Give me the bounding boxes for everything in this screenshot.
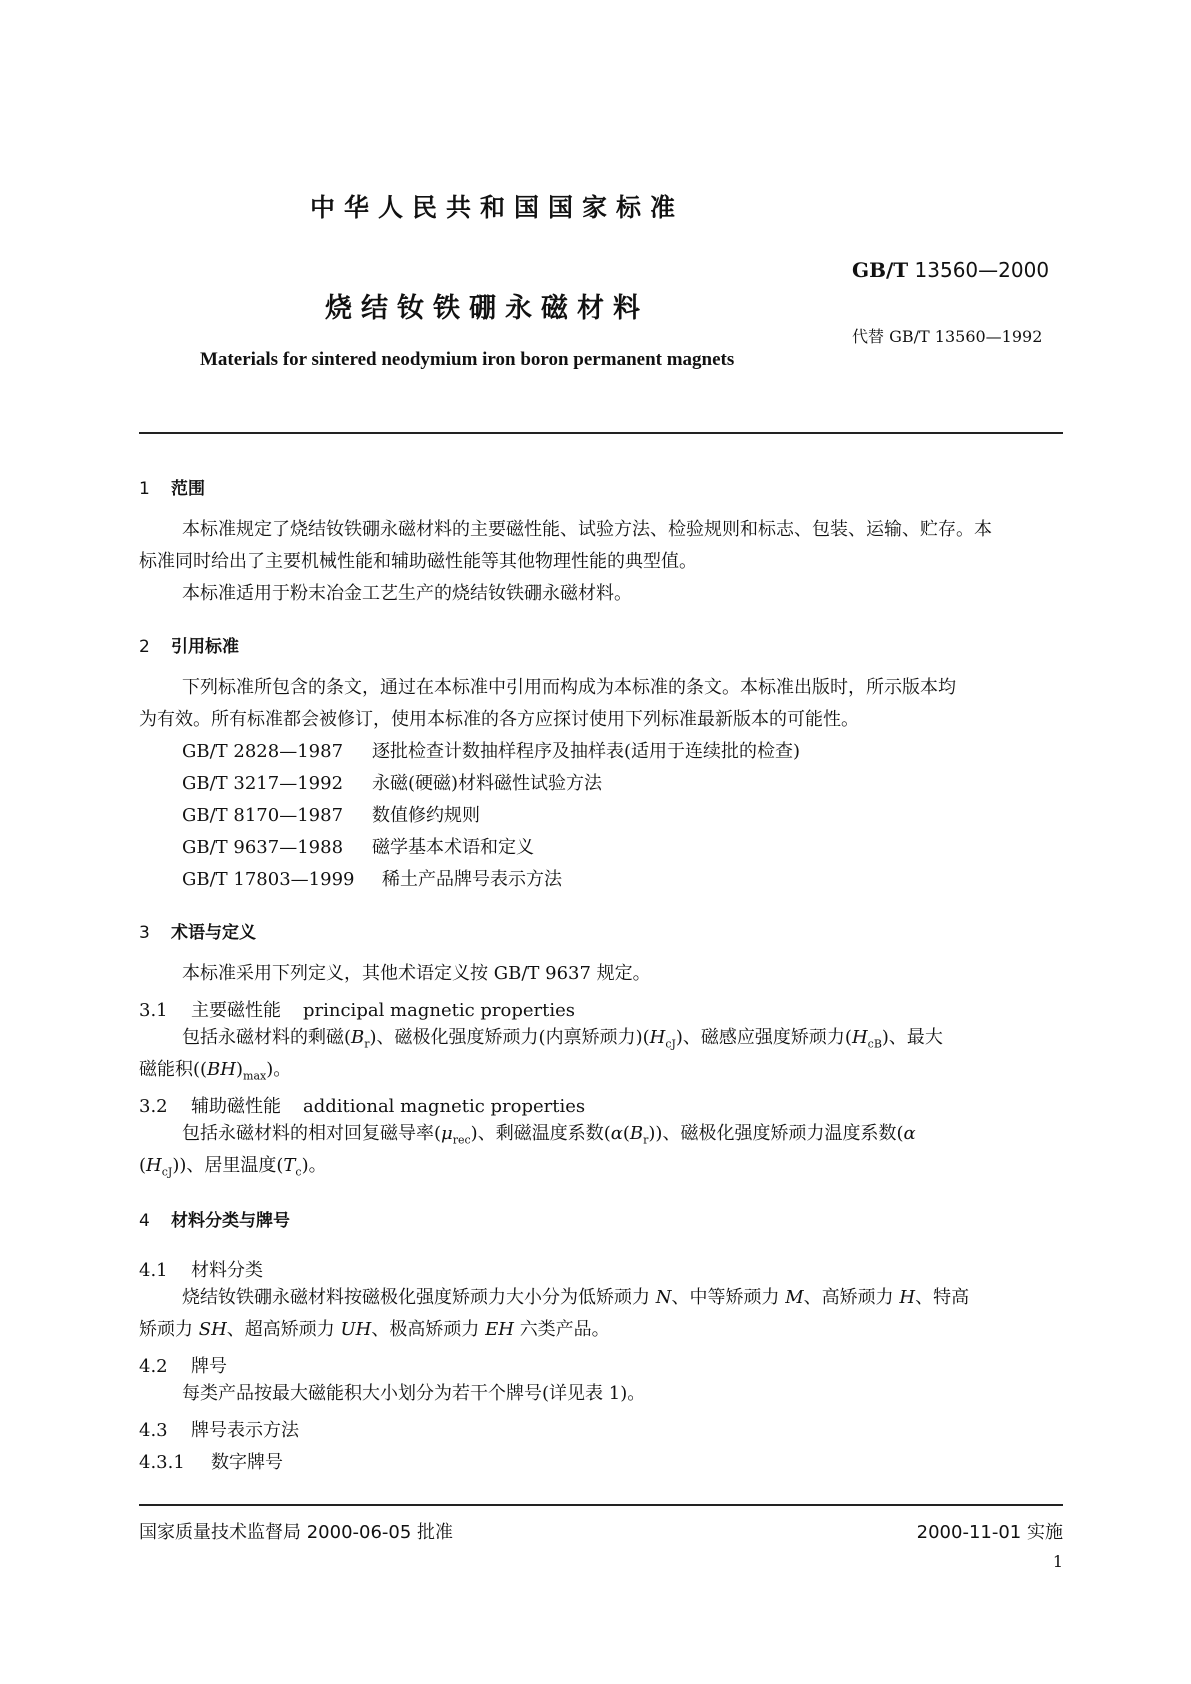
class-code: N <box>655 1287 672 1308</box>
class-code: M <box>785 1287 804 1308</box>
subsection-title: 牌号 <box>191 1356 227 1377</box>
section-title: 引用标准 <box>171 637 239 657</box>
symbol: B <box>629 1123 644 1144</box>
text-segment: 、特高 <box>915 1287 970 1308</box>
text-segment: )、磁极化强度矫顽力(内禀矫顽力)( <box>369 1027 650 1048</box>
reference-code: GB/T 9637—1988 <box>182 837 344 858</box>
subsection-number: 3.2 <box>139 1096 168 1117</box>
section-title: 材料分类与牌号 <box>171 1211 290 1231</box>
subsection-title: 数字牌号 <box>211 1452 283 1473</box>
standard-code-prefix: GB/T <box>852 258 909 282</box>
section-number: 4 <box>139 1211 150 1231</box>
symbol: BH <box>207 1059 236 1080</box>
symbol-subscript: cJ <box>161 1165 173 1179</box>
symbol-subscript: r <box>364 1037 370 1051</box>
subsection-number: 3.1 <box>139 1000 168 1021</box>
subsection-4-2-heading <box>139 1352 227 1378</box>
symbol: H <box>851 1027 868 1048</box>
standard-code <box>852 258 1049 282</box>
paragraph: 下列标准所包含的条文，通过在本标准中引用而构成为本标准的条文。本标准出版时，所示版本均 <box>182 677 956 698</box>
national-standard-heading: 中华人民共和国国家标准 <box>310 193 685 222</box>
symbol: B <box>351 1027 365 1048</box>
class-code: H <box>899 1287 916 1308</box>
paragraph <box>139 1150 327 1189</box>
symbol: α <box>610 1123 623 1144</box>
header-divider <box>139 432 1063 434</box>
text-segment: 、极高矫顽力 <box>371 1319 480 1340</box>
subsection-4-3-1-heading <box>139 1448 283 1474</box>
symbol-subscript: r <box>643 1133 649 1147</box>
symbol-subscript: max <box>243 1069 267 1083</box>
paragraph: 标准同时给出了主要机械性能和辅助磁性能等其他物理性能的典型值。 <box>139 551 697 572</box>
text-segment: ))、居里温度( <box>172 1155 284 1176</box>
footer-divider <box>139 1504 1063 1506</box>
text-segment: 包括永磁材料的相对回复磁导率( <box>182 1123 442 1144</box>
subsection-title: 材料分类 <box>191 1260 263 1281</box>
text-segment: 包括永磁材料的剩磁( <box>182 1027 352 1048</box>
symbol: μ <box>441 1123 453 1144</box>
paragraph: 本标准适用于粉末冶金工艺生产的烧结钕铁硼永磁材料。 <box>182 583 632 604</box>
symbol: α <box>903 1123 916 1144</box>
class-code: SH <box>198 1319 227 1340</box>
reference-item <box>182 832 534 864</box>
symbol: T <box>283 1155 296 1176</box>
subsection-title-en: principal magnetic properties <box>303 1000 576 1021</box>
text-segment: 、中等矫顽力 <box>671 1287 780 1308</box>
reference-item <box>182 736 800 768</box>
replaces-note: 代替 GB/T 13560—1992 <box>852 327 1043 346</box>
symbol: H <box>649 1027 666 1048</box>
approval-statement: 国家质量技术监督局 2000-06-05 批准 <box>139 1522 454 1543</box>
reference-code: GB/T 17803—1999 <box>182 869 355 890</box>
text-segment: 矫顽力 <box>139 1319 193 1340</box>
text-segment: )、最大 <box>881 1027 943 1048</box>
paragraph <box>139 1054 291 1093</box>
text-segment: 六类产品。 <box>519 1319 610 1340</box>
paragraph: 每类产品按最大磁能积大小划分为若干个牌号(详见表 1)。 <box>182 1383 646 1404</box>
effective-date: 2000-11-01 实施 <box>916 1522 1063 1543</box>
subsection-number: 4.1 <box>139 1260 168 1281</box>
subsection-4-1-heading <box>139 1256 263 1282</box>
document-title-zh: 烧结钕铁硼永磁材料 <box>325 293 649 324</box>
text-segment: 烧结钕铁硼永磁材料按磁极化强度矫顽力大小分为低矫顽力 <box>182 1287 650 1308</box>
subsection-title: 主要磁性能 <box>191 1000 281 1021</box>
document-title-en: Materials for sintered neodymium iron boron permanent magnets <box>200 349 735 370</box>
subsection-title-en: additional magnetic properties <box>303 1096 586 1117</box>
section-title: 术语与定义 <box>171 923 256 943</box>
subsection-3-2-heading <box>139 1092 585 1118</box>
text-segment: )。 <box>301 1155 327 1176</box>
reference-item <box>182 800 480 832</box>
class-code: EH <box>485 1319 514 1340</box>
text-segment: 磁能积(( <box>139 1059 208 1080</box>
section-1-heading <box>139 474 205 499</box>
page-number: 1 <box>1052 1552 1063 1571</box>
reference-item <box>182 768 602 800</box>
symbol-subscript: cJ <box>665 1037 676 1051</box>
subsection-4-3-heading <box>139 1416 299 1442</box>
reference-title: 磁学基本术语和定义 <box>372 837 534 858</box>
reference-code: GB/T 8170—1987 <box>182 805 344 826</box>
subsection-title: 牌号表示方法 <box>191 1420 299 1441</box>
text-segment: )。 <box>266 1059 292 1080</box>
section-number: 2 <box>139 637 150 657</box>
subsection-title: 辅助磁性能 <box>191 1096 281 1117</box>
reference-title: 永磁(硬磁)材料磁性试验方法 <box>372 773 603 794</box>
paragraph: 本标准规定了烧结钕铁硼永磁材料的主要磁性能、试验方法、检验规则和标志、包装、运输、贮存。本 <box>182 519 992 540</box>
symbol: H <box>146 1155 162 1176</box>
paragraph <box>182 1022 943 1061</box>
reference-title: 逐批检查计数抽样程序及抽样表(适用于连续批的检查) <box>372 741 801 762</box>
reference-title: 数值修约规则 <box>372 805 480 826</box>
symbol-subscript: c <box>295 1165 302 1179</box>
text-segment: )、剩磁温度系数( <box>470 1123 611 1144</box>
section-number: 1 <box>139 479 150 499</box>
section-title: 范围 <box>171 479 205 499</box>
paragraph <box>139 1314 610 1346</box>
section-2-heading <box>139 632 239 657</box>
text-segment: )、磁感应强度矫顽力( <box>675 1027 852 1048</box>
paragraph: 本标准采用下列定义，其他术语定义按 GB/T 9637 规定。 <box>182 963 651 984</box>
subsection-3-1-heading <box>139 996 575 1022</box>
standard-code-number: 13560—2000 <box>914 258 1050 282</box>
section-4-heading <box>139 1206 290 1231</box>
symbol-subscript: rec <box>452 1133 471 1147</box>
text-segment: ) <box>235 1059 244 1080</box>
reference-code: GB/T 2828—1987 <box>182 741 344 762</box>
paragraph: 为有效。所有标准都会被修订，使用本标准的各方应探讨使用下列标准最新版本的可能性。 <box>139 709 859 730</box>
section-number: 3 <box>139 923 150 943</box>
reference-item <box>182 864 562 896</box>
symbol-subscript: cB <box>867 1037 882 1051</box>
class-code: UH <box>340 1319 372 1340</box>
paragraph <box>182 1282 969 1314</box>
section-3-heading <box>139 918 256 943</box>
text-segment: 、超高矫顽力 <box>226 1319 335 1340</box>
text-segment: ( <box>622 1123 630 1144</box>
reference-title: 稀土产品牌号表示方法 <box>382 869 562 890</box>
reference-code: GB/T 3217—1992 <box>182 773 344 794</box>
text-segment: ( <box>139 1155 147 1176</box>
text-segment: ))、磁极化强度矫顽力温度系数( <box>648 1123 904 1144</box>
text-segment: 、高矫顽力 <box>803 1287 894 1308</box>
subsection-number: 4.2 <box>139 1356 168 1377</box>
subsection-number: 4.3.1 <box>139 1452 185 1473</box>
subsection-number: 4.3 <box>139 1420 168 1441</box>
